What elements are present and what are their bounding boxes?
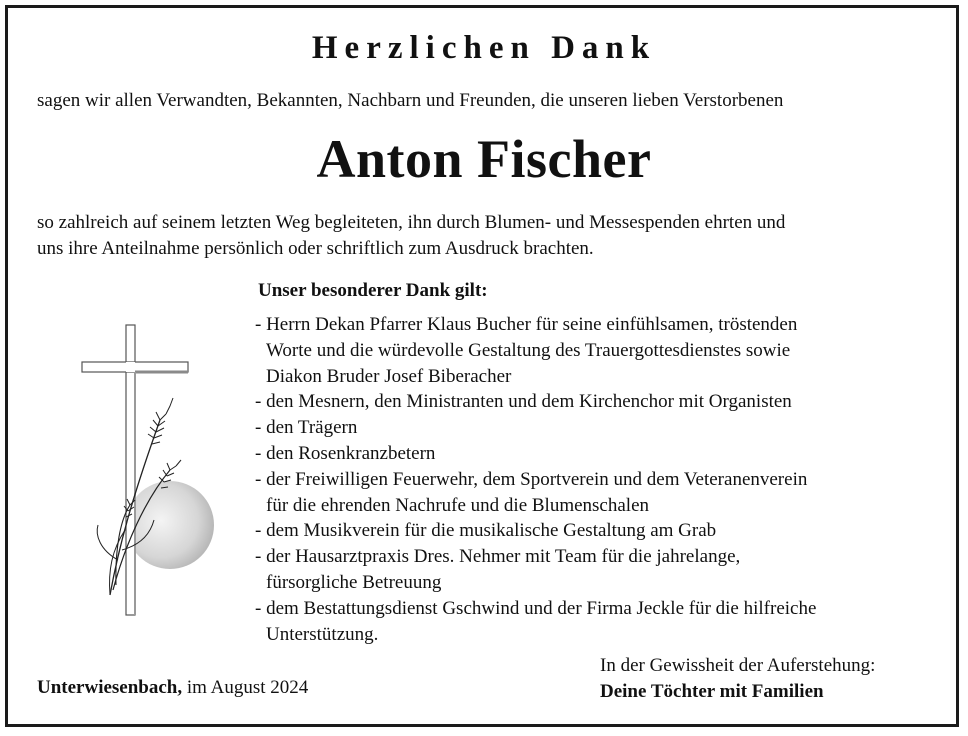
list-item-continuation: fürsorgliche Betreuung <box>266 571 442 593</box>
place-name: Unterwiesenbach, <box>37 677 183 698</box>
closing-family: Deine Töchter mit Familien <box>600 681 824 702</box>
closing-line: In der Gewissheit der Auferstehung: <box>600 655 876 676</box>
list-item-continuation: für die ehrenden Nachrufe und die Blumenschalen <box>266 494 650 516</box>
paragraph-line: uns ihre Anteilnahme persönlich oder schriftlich zum Ausdruck brachten. <box>37 238 594 259</box>
cross-with-wheat-icon <box>70 320 230 620</box>
list-item: - den Trägern <box>255 417 358 439</box>
list-item: - den Mesnern, den Ministranten und dem Kirchenchor mit Organisten <box>255 391 792 413</box>
thanks-paragraph <box>37 210 785 262</box>
list-item: - dem Musikverein für die musikalische Gestaltung am Grab <box>255 520 717 542</box>
list-item: - der Hausarztpraxis Dres. Nehmer mit Team für die jahrelange, <box>255 546 741 568</box>
list-item: - dem Bestattungsdienst Gschwind und der Firma Jeckle für die hilfreiche <box>255 597 817 619</box>
date-text: im August 2024 <box>186 677 309 698</box>
list-item: - der Freiwilligen Feuerwehr, dem Sportverein und dem Veteranenverein <box>255 468 808 490</box>
list-item-continuation: Worte und die würdevolle Gestaltung des Trauergottesdienstes sowie <box>266 339 791 361</box>
list-item-continuation: Diakon Bruder Josef Biberacher <box>266 365 512 387</box>
list-item: - Herrn Dekan Pfarrer Klaus Bucher für seine einfühlsamen, tröstenden <box>255 314 798 335</box>
place-and-date <box>37 677 308 699</box>
deceased-name: Anton Fischer <box>316 129 652 189</box>
heading: Herzlichen Dank <box>311 30 657 66</box>
list-item: - den Rosenkranzbetern <box>255 442 436 464</box>
list-item-continuation: Unterstützung. <box>266 623 379 645</box>
closing-block <box>600 653 875 705</box>
thanks-list <box>255 312 816 647</box>
thanks-title: Unser besonderer Dank gilt: <box>258 280 488 301</box>
intro-text: sagen wir allen Verwandten, Bekannten, Nachbarn und Freunden, die unseren lieben Verstorbenen <box>37 90 784 111</box>
paragraph-line: so zahlreich auf seinem letzten Weg begleiteten, ihn durch Blumen- und Messespenden ehrten und <box>37 212 786 233</box>
